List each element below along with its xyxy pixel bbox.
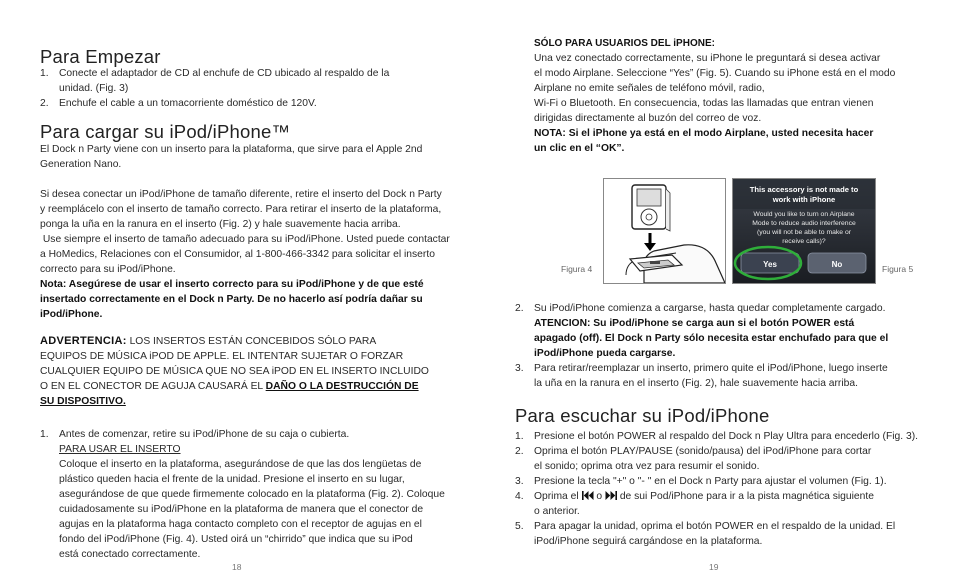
subheading-usar-inserto: PARA USAR EL INSERTO (59, 444, 181, 455)
heading-para-escuchar: Para escuchar su iPod/iPhone (515, 405, 770, 426)
advertencia-block: ADVERTENCIA: LOS INSERTOS ESTÁN CONCEBIDOS SÓLO PARA EQUIPOS DE MÚSICA iPOD DE APPLE. EL INTENTAR SUJETAR O FORZAR CUALQUIER EQUIPO DE MÚSICA QUE NO SEA iPOD EN EL INSERTO INCLUIDO O EN EL CONECTOR DE AGUJA CAUSARÁ EL DAÑO O LA DESTRUCCIÓN DE SU DISPOSITIVO. (40, 335, 429, 407)
iphone-users-block: SÓLO PARA USUARIOS DEL iPHONE: Una vez conectado correctamente, su iPhone le preguntará si desea activar el modo Airplane. Seleccione “Yes” (Fig. 5). Cuando su iPhone está en el modo Airplane no emite señales de teléfono móvil, radio, Wi-Fi o Bluetooth. En consecuencia, todas las llamadas que entran vienen dirigidas directamente al buzón del correo de voz. NOTA: Si el iPhone ya está en el modo Airplane, usted necesita hacer un clic en el “OK”. (534, 36, 944, 156)
nota-line: iPod/iPhone. (40, 309, 103, 320)
dialog-title-line1: This accessory is not made to (749, 185, 859, 194)
ipod-dock-illustration (604, 179, 725, 283)
list-item: 3. Presione la tecla "+" o "- " en el Dock n Party para ajustar el volumen (Fig. 1). (515, 476, 887, 487)
dialog-yes-label: Yes (763, 260, 777, 269)
figure-5-image (732, 178, 876, 284)
nota-line: Nota: Asegúrese de usar el inserto correcto para su iPod/iPhone y de que esté (40, 279, 424, 290)
list-item: 4. Oprima el o de sui Pod/iPhone para ir a la pista magnética siguiente o anterior. (515, 491, 874, 517)
dialog-no-label: No (831, 260, 843, 269)
list-item: 1. Presione el botón POWER al respaldo del Dock n Play Ultra para encederlo (Fig. 3). (515, 431, 919, 442)
page-number: 19 (709, 562, 719, 572)
usar-inserto-list (40, 427, 470, 562)
previous-track-icon (582, 491, 594, 500)
steps-list (515, 301, 945, 391)
iphone-airplane-dialog (733, 179, 875, 283)
heading-para-cargar: Para cargar su iPod/iPhone™ (40, 121, 291, 142)
escuchar-list (515, 429, 945, 549)
dialog-body-line: receive calls)? (782, 238, 826, 245)
advertencia-label: ADVERTENCIA: (40, 335, 127, 347)
nota-line: insertado correctamente en el Dock n Party. De no hacerlo así podría dañar su (40, 294, 423, 305)
list-item: 1. Antes de comenzar, retire su iPod/iPhone de su caja o cubierta. PARA USAR EL INSERTO Coloque el inserto en la plataforma, asegurándose de que las dos lengüetas de plástico queden hacia el frente de la unidad. Presione el inserto en su lugar, asegurándose de que quede firmemente colocado en la plataforma (Fig. 2). Coloque cuidadosamente su iPod/iPhone en la plataforma de manera que el conector de agujas en la plataforma haga contacto completo con el receptor de agujas en el fondo del iPod/iPhone (Fig. 4). Usted oirá un “chirrido” que indica que su iPod está conectado correctamente. (40, 427, 470, 562)
cargar-paragraph: Si desea conectar un iPod/iPhone de tamaño diferente, retire el inserto del Dock n Party y reemplácelo con el inserto de tamaño correcto. Para retirar el inserto de la plataforma, ponga la uña en la ranura en el inserto (Fig. 2) y hale suavemente hacia arriba. Use siempre el inserto de tamaño adecuado para su iPod/iPhone. Usted puede contactar a HoMedics, Relaciones con el Consumidor, al 1-800-466-3342 para solicitar el inserto correcto para su iPod/iPhone. Nota: Asegúrese de usar el inserto correcto para su iPod/iPhone y de que esté insertado correctamente en el Dock n Party. De no hacerlo así podría dañar su iPod/iPhone. (40, 187, 470, 322)
next-track-icon (605, 491, 617, 500)
page-number: 18 (232, 562, 242, 572)
heading-para-empezar: Para Empezar (40, 46, 161, 67)
list-item: 3. Para retirar/reemplazar un inserto, primero quite el iPod/iPhone, luego inserte la uña en la ranura en el inserto (Fig. 2), hale suavemente hacia arriba. (515, 363, 888, 389)
list-item: 2. Oprima el botón PLAY/PAUSE (sonido/pausa) del iPod/iPhone para cortar el sonido; oprima otra vez para resumir el sonido. (515, 446, 872, 472)
empezar-list (40, 66, 460, 111)
page-19 (477, 0, 954, 588)
list-item: 2. Su iPod/iPhone comienza a cargarse, hasta quedar completamente cargado. ATENCION: Su iPod/iPhone se carga aun si el botón POWER está apagado (off). El Dock n Party sólo necesita estar enchufado para que el iPod/iPhone pueda cargarse. (515, 303, 889, 359)
figure-4-image (603, 178, 726, 284)
dialog-body-line: (you will not be able to make or (756, 229, 852, 236)
dialog-body-line: Mode to reduce audio interference (752, 220, 856, 227)
cargar-intro: El Dock n Party viene con un inserto para la plataforma, que sirve para el Apple 2nd Generation Nano. (40, 144, 423, 170)
iphone-heading: SÓLO PARA USUARIOS DEL iPHONE: (534, 38, 715, 49)
figure-4-caption: Figura 4 (561, 264, 593, 274)
list-item: 5. Para apagar la unidad, oprima el botón POWER en el respaldo de la unidad. El iPod/iPhone seguirá cargándose en la plataforma. (515, 521, 896, 547)
figure-5-caption: Figura 5 (882, 264, 914, 274)
dialog-body-line: Would you like to turn on Airplane (753, 211, 855, 218)
list-item: 1. Conecte el adaptador de CD al enchufe de CD ubicado al respaldo de la unidad. (Fig. 3) (40, 68, 390, 94)
dialog-title-line2: work with iPhone (772, 195, 836, 204)
list-item: 2. Enchufe el cable a un tomacorriente doméstico de 120V. (40, 98, 317, 109)
